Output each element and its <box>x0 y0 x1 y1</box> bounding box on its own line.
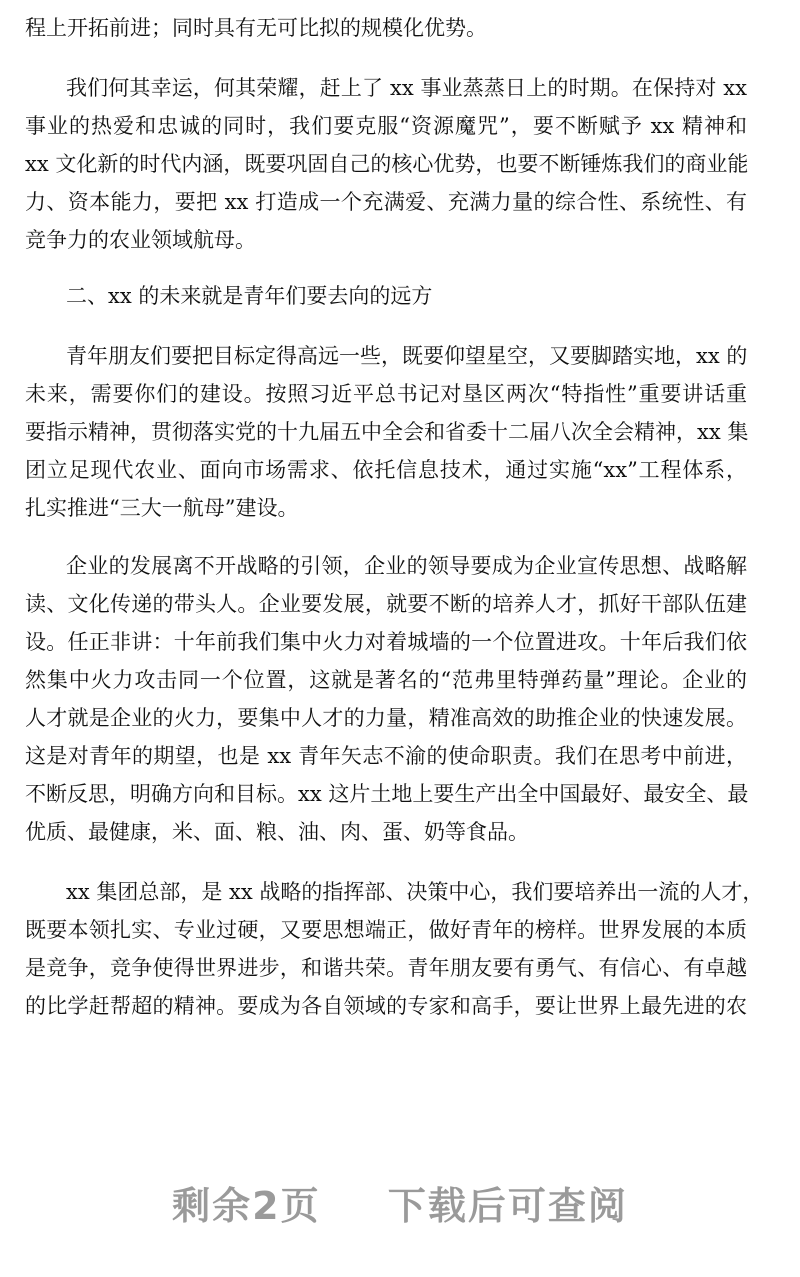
paragraph-line: 事业的热爱和忠诚的同时，我们要克服“资源魔咒”，要不断赋予 xx 精神和 <box>25 114 747 138</box>
paragraph-line: 团立足现代农业、面向市场需求、依托信息技术，通过实施“xx”工程体系， <box>25 458 747 482</box>
download-to-view-label[interactable]: 下载后可查阅 <box>387 1184 628 1228</box>
paragraph-line: 扎实推进“三大一航母”建设。 <box>25 496 299 520</box>
paragraph-line: xx 文化新的时代内涵，既要巩固自己的核心优势，也要不断锤炼我们的商业能 <box>25 152 749 176</box>
section-heading: 二、xx 的未来就是青年们要去向的远方 <box>66 284 433 308</box>
paragraph-line: 优质、最健康，米、面、粮、油、肉、蛋、奶等食品。 <box>25 820 529 844</box>
paragraph-line: 竞争力的农业领域航母。 <box>25 228 256 252</box>
paragraph-line: 不断反思，明确方向和目标。xx 这片土地上要生产出全中国最好、最安全、最 <box>25 782 749 806</box>
paragraph-line: 的比学赶帮超的精神。要成为各自领域的专家和高手，要让世界上最先进的农 <box>25 994 747 1018</box>
paragraph-line: 要指示精神，贯彻落实党的十九届五中全会和省委十二届八次全会精神，xx 集 <box>25 420 749 444</box>
paragraph-line: 设。任正非讲：十年前我们集中火力对着城墙的一个位置进攻。十年后我们依 <box>25 630 747 654</box>
paragraph-line: 我们何其幸运，何其荣耀，赶上了 xx 事业蒸蒸日上的时期。在保持对 xx <box>66 76 747 100</box>
paragraph-line: 然集中火力攻击同一个位置，这就是著名的“范弗里特弹药量”理论。企业的 <box>25 668 747 692</box>
paragraph-line: xx 集团总部，是 xx 战略的指挥部、决策中心，我们要培养出一流的人才， <box>66 880 764 904</box>
paragraph-line: 力、资本能力，要把 xx 打造成一个充满爱、充满力量的综合性、系统性、有 <box>25 190 747 214</box>
paragraph-line: 程上开拓前进；同时具有无可比拟的规模化优势。 <box>25 16 487 40</box>
paragraph-line: 未来，需要你们的建设。按照习近平总书记对垦区两次“特指性”重要讲话重 <box>25 382 747 406</box>
paragraph-line: 人才就是企业的火力，要集中人才的力量，精准高效的助推企业的快速发展。 <box>25 706 747 730</box>
paragraph-line: 青年朋友们要把目标定得高远一些，既要仰望星空，又要脚踏实地，xx 的 <box>66 344 748 368</box>
paragraph-line: 既要本领扎实、专业过硬，又要思想端正，做好青年的榜样。世界发展的本质 <box>25 918 747 942</box>
download-prompt[interactable] <box>0 1175 800 1230</box>
remaining-pages-label: 剩余2页 <box>172 1184 321 1228</box>
paragraph-line: 这是对青年的期望，也是 xx 青年矢志不渝的使命职责。我们在思考中前进， <box>25 744 747 768</box>
paragraph-line: 读、文化传递的带头人。企业要发展，就要不断的培养人才，抓好干部队伍建 <box>25 592 747 616</box>
paragraph-line: 是竞争，竞争使得世界进步，和谐共荣。青年朋友要有勇气、有信心、有卓越 <box>25 956 747 980</box>
paragraph-line: 企业的发展离不开战略的引领，企业的领导要成为企业宣传思想、战略解 <box>66 554 747 578</box>
